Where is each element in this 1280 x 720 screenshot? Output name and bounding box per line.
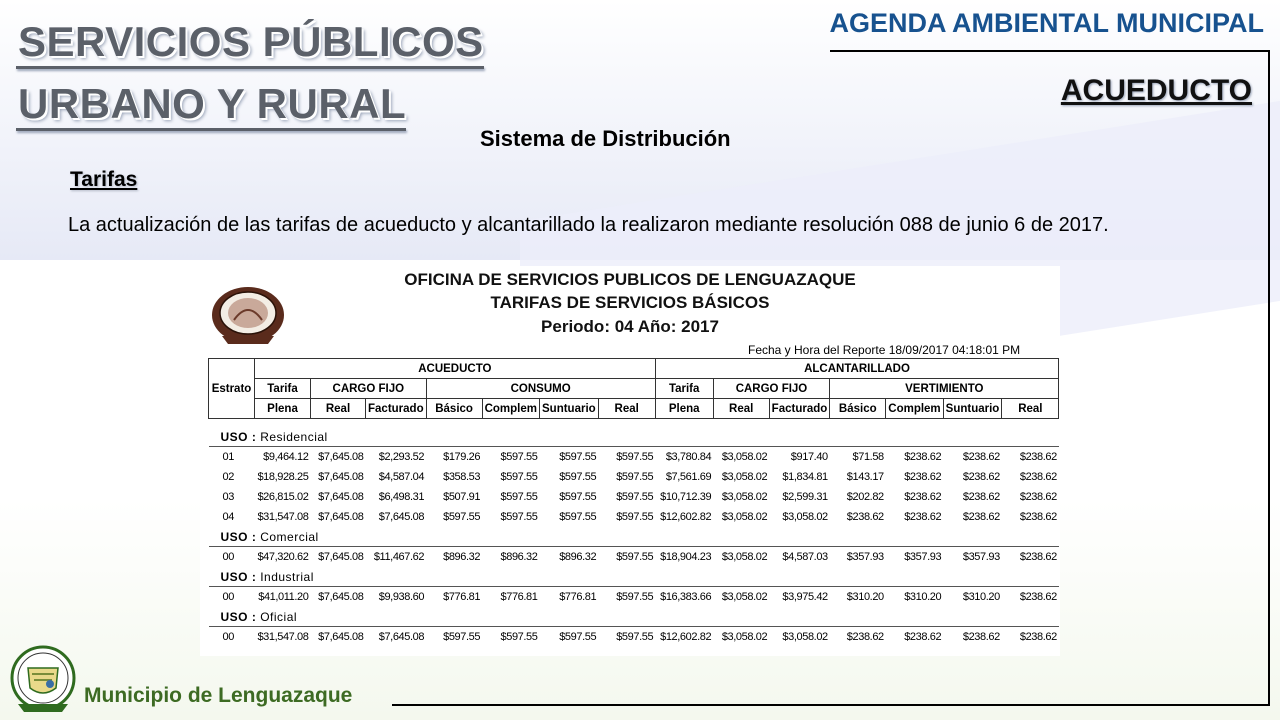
table-row xyxy=(209,467,1059,487)
seal-emblem-icon xyxy=(208,280,288,350)
tariff-report-image xyxy=(200,266,1060,656)
header-complem-alc: Complem xyxy=(886,399,943,419)
table-row xyxy=(209,587,1059,608)
header-real-alc: Real xyxy=(713,399,769,419)
tariff-cell: $238.62 xyxy=(1019,511,1057,523)
tariff-cell: $6,498.31 xyxy=(378,491,425,503)
tariff-cell: $7,645.08 xyxy=(318,551,364,563)
tariff-cell: $18,928.25 xyxy=(257,471,309,483)
header-real-vert: Real xyxy=(1002,399,1059,419)
header-suntuario-alc: Suntuario xyxy=(943,399,1002,419)
title-underline-2 xyxy=(16,128,406,131)
estrato-cell: 00 xyxy=(222,551,234,563)
tariff-cell: $1,834.81 xyxy=(782,471,828,483)
header-suntuario: Suntuario xyxy=(540,399,599,419)
tariff-cell: $3,780.84 xyxy=(665,451,712,463)
header-basico-alc: Básico xyxy=(830,399,886,419)
tariff-cell: $597.55 xyxy=(559,491,597,503)
tariff-cell: $71.58 xyxy=(852,451,884,463)
tariff-cell: $238.62 xyxy=(846,631,884,643)
tariff-cell: $7,561.69 xyxy=(665,471,712,483)
tariff-cell: $7,645.08 xyxy=(318,471,364,483)
header-basico: Básico xyxy=(426,399,482,419)
header-facturado-alc: Facturado xyxy=(769,399,830,419)
tariff-cell: $238.62 xyxy=(904,631,942,643)
uso-group-label xyxy=(209,607,1059,627)
header-vertimiento: VERTIMIENTO xyxy=(830,379,1059,399)
tariff-cell: $7,645.08 xyxy=(318,451,364,463)
tariff-cell: $3,058.02 xyxy=(721,471,768,483)
tariff-cell: $47,320.62 xyxy=(257,551,309,563)
tariff-cell: $310.20 xyxy=(962,591,1000,603)
slide-title-line1: SERVICIOS PÚBLICOS xyxy=(18,18,484,65)
tariff-cell: $3,058.02 xyxy=(782,511,828,523)
tariff-cell: $597.55 xyxy=(559,511,597,523)
tariff-cell: $238.62 xyxy=(1019,451,1057,463)
tariff-cell: $597.55 xyxy=(559,631,597,643)
tariff-cell: $597.55 xyxy=(500,451,538,463)
tariff-cell: $31,547.08 xyxy=(257,511,309,523)
agenda-heading: AGENDA AMBIENTAL MUNICIPAL xyxy=(829,8,1264,38)
tariff-cell: $7,645.08 xyxy=(318,491,364,503)
tariff-cell: $31,547.08 xyxy=(257,631,309,643)
description-paragraph: La actualización de las tarifas de acueducto y alcantarillado la realizaron mediante resolución 088 de junio 6 de 2017. xyxy=(68,214,1109,236)
tariff-cell: $238.62 xyxy=(1019,491,1057,503)
tariff-cell: $238.62 xyxy=(846,511,884,523)
tariff-cell: $776.81 xyxy=(559,591,597,603)
tariff-cell: $310.20 xyxy=(846,591,884,603)
tariff-cell: $7,645.08 xyxy=(378,631,425,643)
uso-label: USO : xyxy=(220,609,257,624)
tariff-cell: $7,645.08 xyxy=(378,511,425,523)
tariff-cell: $2,599.31 xyxy=(782,491,828,503)
tariff-cell: $7,645.08 xyxy=(318,631,364,643)
header-consumo: CONSUMO xyxy=(426,379,655,399)
tariff-cell: $3,058.02 xyxy=(721,591,768,603)
tariff-cell: $896.32 xyxy=(500,551,538,563)
tariff-cell: $238.62 xyxy=(904,511,942,523)
tariff-cell: $3,058.02 xyxy=(721,491,768,503)
table-row xyxy=(209,447,1059,468)
tariff-cell: $597.55 xyxy=(616,451,654,463)
slide-title-line2: URBANO Y RURAL xyxy=(18,80,407,127)
tariff-cell: $238.62 xyxy=(904,471,942,483)
uso-name: Oficial xyxy=(260,609,298,624)
header-real-consumo: Real xyxy=(598,399,655,419)
uso-group-row xyxy=(209,607,1059,627)
tariff-cell: $357.93 xyxy=(846,551,884,563)
uso-group-label xyxy=(209,527,1059,547)
tariff-cell: $143.17 xyxy=(846,471,884,483)
tariff-cell: $597.55 xyxy=(616,491,654,503)
tariff-cell: $507.91 xyxy=(443,491,481,503)
content-subtitle: Sistema de Distribución xyxy=(480,126,731,151)
tariff-cell: $238.62 xyxy=(1019,591,1057,603)
tariff-cell: $2,293.52 xyxy=(378,451,425,463)
tariff-table xyxy=(208,358,1059,647)
report-date: Fecha y Hora del Reporte 18/09/2017 04:18:01 PM xyxy=(748,343,1021,357)
tariff-cell: $9,464.12 xyxy=(263,451,309,463)
header-real: Real xyxy=(311,399,366,419)
tariff-cell: $3,058.02 xyxy=(721,451,768,463)
tariff-cell: $11,467.62 xyxy=(373,551,425,563)
tariff-cell: $357.93 xyxy=(904,551,942,563)
header-plena-alc: Plena xyxy=(655,399,713,419)
table-row xyxy=(209,487,1059,507)
tariff-cell: $238.62 xyxy=(962,471,1000,483)
tariff-cell: $12,602.82 xyxy=(660,631,712,643)
tariff-cell: $597.55 xyxy=(500,631,538,643)
tariff-cell: $597.55 xyxy=(616,471,654,483)
report-subtitle: TARIFAS DE SERVICIOS BÁSICOS xyxy=(490,293,770,312)
tariff-cell: $597.55 xyxy=(559,451,597,463)
uso-label: USO : xyxy=(220,569,257,584)
tariff-cell: $238.62 xyxy=(904,491,942,503)
tariff-cell: $4,587.04 xyxy=(378,471,425,483)
tariff-cell: $179.26 xyxy=(443,451,481,463)
tariff-cell: $7,645.08 xyxy=(318,511,364,523)
tariff-cell: $238.62 xyxy=(1019,471,1057,483)
footer-municipio: Municipio de Lenguazaque xyxy=(84,684,353,707)
municipal-shield-logo-icon xyxy=(10,644,76,716)
tariff-cell: $238.62 xyxy=(1019,551,1057,563)
tarifas-heading: Tarifas xyxy=(70,168,138,191)
title-underline-1 xyxy=(16,66,484,69)
tariff-cell: $3,058.02 xyxy=(782,631,828,643)
tariff-cell: $26,815.02 xyxy=(257,491,309,503)
estrato-cell: 00 xyxy=(222,631,234,643)
header-alcantarillado: ALCANTARILLADO xyxy=(655,359,1059,379)
uso-group-row xyxy=(209,427,1059,447)
section-heading: ACUEDUCTO xyxy=(1060,74,1252,107)
tariff-cell: $597.55 xyxy=(616,631,654,643)
tariff-cell: $3,058.02 xyxy=(721,551,768,563)
estrato-cell: 03 xyxy=(222,491,234,503)
header-complem: Complem xyxy=(482,399,539,419)
tariff-cell: $358.53 xyxy=(443,471,481,483)
tariff-cell: $896.32 xyxy=(443,551,481,563)
header-tarifa-plena-alc: Tarifa xyxy=(655,379,713,399)
tariff-cell: $238.62 xyxy=(962,491,1000,503)
tariff-cell: $3,975.42 xyxy=(782,591,828,603)
tariff-cell: $597.55 xyxy=(500,471,538,483)
tariff-cell: $357.93 xyxy=(962,551,1000,563)
tariff-cell: $597.55 xyxy=(616,591,654,603)
uso-label: USO : xyxy=(220,429,257,444)
tariff-cell: $238.62 xyxy=(962,631,1000,643)
estrato-cell: 00 xyxy=(222,591,234,603)
tariff-cell: $10,712.39 xyxy=(660,491,712,503)
table-row xyxy=(209,507,1059,527)
tariff-cell: $597.55 xyxy=(500,511,538,523)
estrato-cell: 01 xyxy=(222,451,234,463)
uso-name: Residencial xyxy=(260,429,328,444)
uso-name: Comercial xyxy=(260,529,319,544)
uso-group-row xyxy=(209,527,1059,547)
report-period: Periodo: 04 Año: 2017 xyxy=(541,317,719,336)
frame-line-right xyxy=(1268,50,1270,706)
tariff-cell: $776.81 xyxy=(500,591,538,603)
header-estrato: Estrato xyxy=(209,359,255,419)
frame-line-bottom xyxy=(392,704,1270,706)
tariff-cell: $16,383.66 xyxy=(660,591,712,603)
tariff-cell: $3,058.02 xyxy=(721,511,768,523)
uso-label: USO : xyxy=(220,529,257,544)
tariff-cell: $4,587.03 xyxy=(782,551,828,563)
tariff-cell: $238.62 xyxy=(1019,631,1057,643)
tariff-cell: $12,602.82 xyxy=(660,511,712,523)
uso-group-label xyxy=(209,427,1059,447)
frame-line-top xyxy=(830,50,1270,52)
tariff-cell: $917.40 xyxy=(790,451,828,463)
tariff-cell: $597.55 xyxy=(616,551,654,563)
tariff-cell: $597.55 xyxy=(559,471,597,483)
report-title: OFICINA DE SERVICIOS PUBLICOS DE LENGUAZAQUE xyxy=(404,270,856,289)
uso-group-row xyxy=(209,567,1059,587)
tariff-cell: $597.55 xyxy=(616,511,654,523)
tariff-cell: $896.32 xyxy=(559,551,597,563)
tariff-cell: $597.55 xyxy=(443,511,481,523)
tariff-cell: $597.55 xyxy=(443,631,481,643)
header-plena: Plena xyxy=(255,399,311,419)
tariff-cell: $18,904.23 xyxy=(660,551,712,563)
header-facturado: Facturado xyxy=(366,399,427,419)
tariff-cell: $3,058.02 xyxy=(721,631,768,643)
tariff-cell: $202.82 xyxy=(846,491,884,503)
estrato-cell: 02 xyxy=(222,471,234,483)
tariff-cell: $238.62 xyxy=(962,451,1000,463)
uso-name: Industrial xyxy=(260,569,314,584)
tariff-cell: $7,645.08 xyxy=(318,591,364,603)
tariff-cell: $238.62 xyxy=(904,451,942,463)
tariff-cell: $41,011.20 xyxy=(258,591,309,603)
header-cargo-fijo: CARGO FIJO xyxy=(311,379,427,399)
tariff-cell: $776.81 xyxy=(443,591,481,603)
table-row xyxy=(209,627,1059,648)
tariff-cell: $9,938.60 xyxy=(378,591,425,603)
tariff-cell: $238.62 xyxy=(962,511,1000,523)
header-acueducto: ACUEDUCTO xyxy=(255,359,656,379)
estrato-cell: 04 xyxy=(222,511,234,523)
uso-group-label xyxy=(209,567,1059,587)
header-tarifa-plena: Tarifa xyxy=(255,379,311,399)
table-row xyxy=(209,547,1059,568)
tariff-cell: $597.55 xyxy=(500,491,538,503)
header-cargo-fijo-alc: CARGO FIJO xyxy=(713,379,830,399)
tariff-table-body xyxy=(209,419,1059,648)
tariff-cell: $310.20 xyxy=(904,591,942,603)
